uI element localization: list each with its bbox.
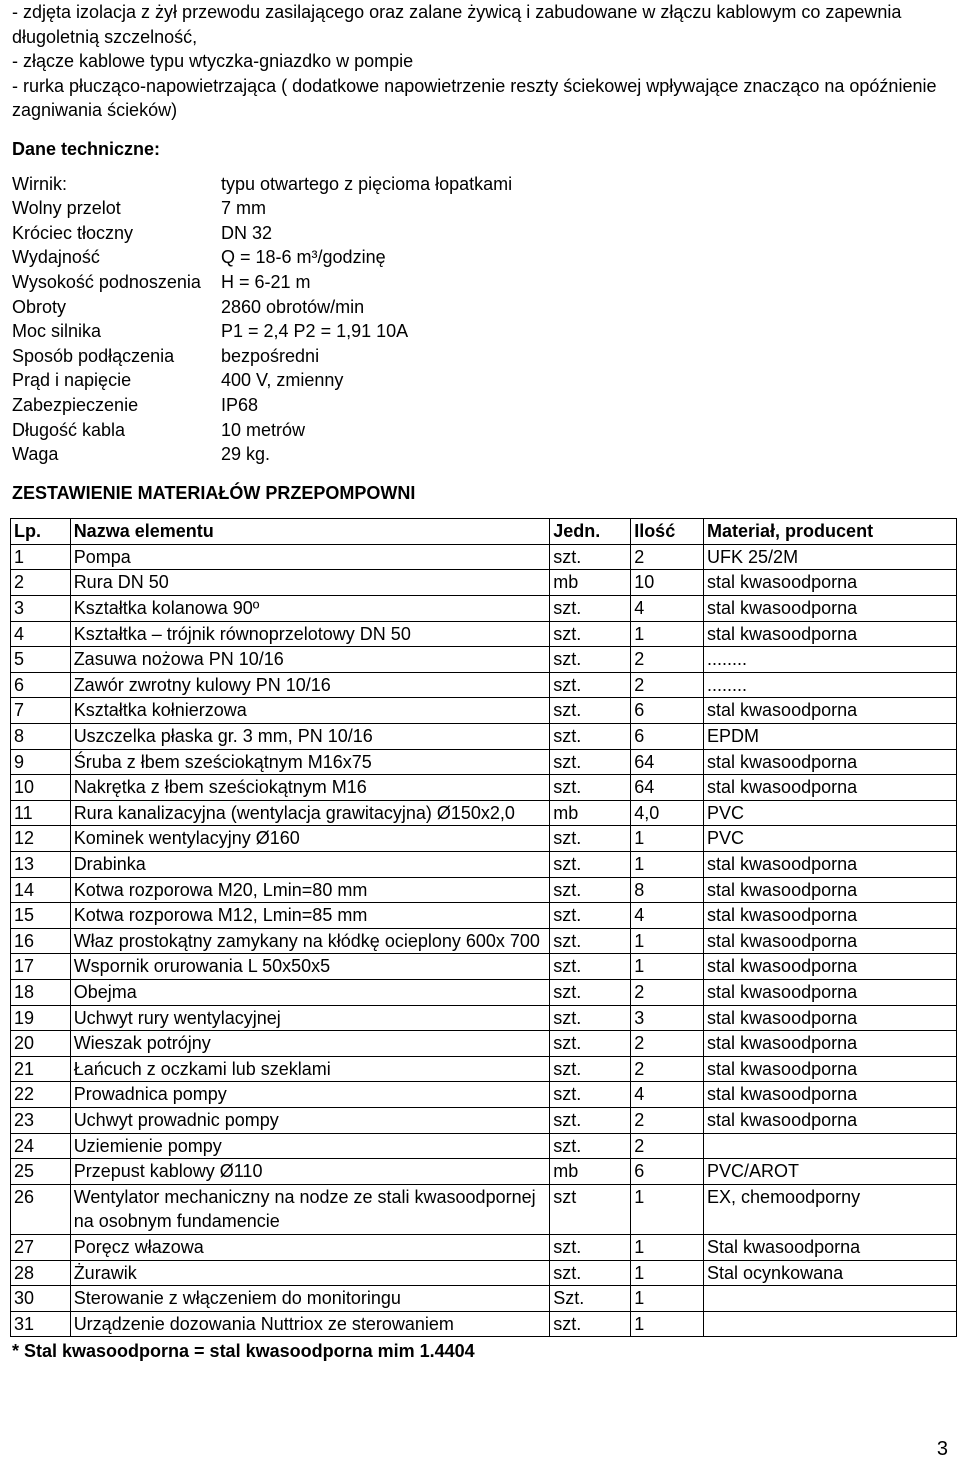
- cell-material: stal kwasoodporna: [704, 596, 957, 622]
- cell-qty: 2: [631, 672, 704, 698]
- cell-lp: 23: [11, 1107, 71, 1133]
- cell-name: Poręcz włazowa: [70, 1234, 550, 1260]
- header-name: Nazwa elementu: [70, 519, 550, 545]
- cell-unit: szt.: [550, 903, 631, 929]
- cell-material: stal kwasoodporna: [704, 877, 957, 903]
- spec-label: Wysokość podnoszenia: [12, 271, 201, 292]
- table-row: [11, 570, 957, 596]
- spec-value: Q = 18-6 m³/godzinę: [221, 247, 386, 268]
- cell-name: Prowadnica pompy: [70, 1082, 550, 1108]
- cell-qty: 2: [631, 979, 704, 1005]
- cell-name: Kształtka kołnierzowa: [70, 698, 550, 724]
- cell-unit: szt.: [550, 672, 631, 698]
- spec-label: Sposób podłączenia: [12, 345, 175, 366]
- cell-material: stal kwasoodporna: [704, 749, 957, 775]
- cell-qty: 6: [631, 698, 704, 724]
- cell-unit: szt.: [550, 596, 631, 622]
- spec-label: Moc silnika: [12, 321, 102, 342]
- cell-qty: 4: [631, 1082, 704, 1108]
- cell-name: Śruba z łbem sześciokątnym M16x75: [70, 749, 550, 775]
- cell-material: EPDM: [704, 724, 957, 750]
- cell-qty: 2: [631, 544, 704, 570]
- cell-lp: 22: [11, 1082, 71, 1108]
- cell-qty: 64: [631, 749, 704, 775]
- cell-qty: 1: [631, 1311, 704, 1337]
- cell-name: Uszczelka płaska gr. 3 mm, PN 10/16: [70, 724, 550, 750]
- cell-material: stal kwasoodporna: [704, 1005, 957, 1031]
- intro-line: - złącze kablowe typu wtyczka-gniazdko w pompie: [12, 51, 414, 72]
- cell-name: Właz prostokątny zamykany na kłódkę ocieplony 600x 700: [70, 928, 550, 954]
- cell-unit: mb: [550, 570, 631, 596]
- cell-unit: szt.: [550, 928, 631, 954]
- table-row: [11, 954, 957, 980]
- table-row: [11, 672, 957, 698]
- cell-qty: 1: [631, 954, 704, 980]
- table-row: [11, 1260, 957, 1286]
- cell-name: Zawór zwrotny kulowy PN 10/16: [70, 672, 550, 698]
- cell-name: Kominek wentylacyjny Ø160: [70, 826, 550, 852]
- cell-qty: 1: [631, 621, 704, 647]
- footnote: * Stal kwasoodporna = stal kwasoodporna mim 1.4404: [12, 1341, 475, 1362]
- cell-name: Obejma: [70, 979, 550, 1005]
- spec-label: Obroty: [12, 296, 67, 317]
- cell-qty: 1: [631, 928, 704, 954]
- table-row: [11, 1107, 957, 1133]
- spec-row: [12, 172, 942, 197]
- cell-name: Rura DN 50: [70, 570, 550, 596]
- cell-name: Łańcuch z oczkami lub szeklami: [70, 1056, 550, 1082]
- header-lp: Lp.: [11, 519, 71, 545]
- cell-unit: Szt.: [550, 1286, 631, 1312]
- table-row: [11, 1234, 957, 1260]
- cell-unit: szt.: [550, 698, 631, 724]
- cell-name: Urządzenie dozowania Nuttriox ze sterowaniem: [70, 1311, 550, 1337]
- table-row: [11, 903, 957, 929]
- intro-line: - rurka płucząco-napowietrzająca ( dodatkowe napowietrzenie reszty ściekowej wpływające znacząco na opóźnienie zagniwania ścieków): [12, 75, 937, 121]
- cell-name: Rura kanalizacyjna (wentylacja grawitacyjna) Ø150x2,0: [70, 800, 550, 826]
- cell-qty: 4,0: [631, 800, 704, 826]
- spec-row: [12, 442, 942, 467]
- header-unit: Jedn.: [550, 519, 631, 545]
- table-row: [11, 698, 957, 724]
- cell-unit: szt.: [550, 1082, 631, 1108]
- tech-data-heading: Dane techniczne:: [12, 138, 161, 159]
- spec-row: [12, 418, 942, 443]
- cell-lp: 15: [11, 903, 71, 929]
- cell-material: PVC/AROT: [704, 1159, 957, 1185]
- cell-material: PVC: [704, 800, 957, 826]
- cell-material: ........: [704, 672, 957, 698]
- spec-label: Króciec tłoczny: [12, 222, 134, 243]
- cell-qty: 3: [631, 1005, 704, 1031]
- cell-unit: szt.: [550, 749, 631, 775]
- cell-qty: 8: [631, 877, 704, 903]
- spec-value: bezpośredni: [221, 345, 320, 366]
- cell-lp: 14: [11, 877, 71, 903]
- cell-unit: szt.: [550, 1234, 631, 1260]
- cell-lp: 11: [11, 800, 71, 826]
- cell-qty: 6: [631, 1159, 704, 1185]
- cell-qty: 1: [631, 826, 704, 852]
- cell-lp: 7: [11, 698, 71, 724]
- cell-unit: szt: [550, 1184, 631, 1234]
- cell-material: Stal ocynkowana: [704, 1260, 957, 1286]
- cell-material: PVC: [704, 826, 957, 852]
- cell-unit: szt.: [550, 1031, 631, 1057]
- cell-unit: szt.: [550, 1107, 631, 1133]
- cell-qty: 6: [631, 724, 704, 750]
- cell-unit: szt.: [550, 775, 631, 801]
- header-material: Materiał, producent: [704, 519, 957, 545]
- cell-lp: 8: [11, 724, 71, 750]
- spec-value: IP68: [221, 394, 259, 415]
- spec-value: 10 metrów: [221, 419, 306, 440]
- cell-qty: 1: [631, 1184, 704, 1234]
- intro-list: [12, 0, 942, 123]
- table-row: [11, 1133, 957, 1159]
- table-row: [11, 800, 957, 826]
- table-row: [11, 544, 957, 570]
- table-body: [11, 544, 957, 1336]
- spec-label: Waga: [12, 444, 59, 465]
- table-row: [11, 621, 957, 647]
- cell-name: Zasuwa nożowa PN 10/16: [70, 647, 550, 673]
- spec-value: 2860 obrotów/min: [221, 296, 365, 317]
- spec-value: H = 6-21 m: [221, 271, 311, 292]
- table-row: [11, 1286, 957, 1312]
- spec-value: DN 32: [221, 222, 273, 243]
- spec-value: 29 kg.: [221, 444, 271, 465]
- cell-lp: 26: [11, 1184, 71, 1234]
- cell-name: Żurawik: [70, 1260, 550, 1286]
- cell-unit: szt.: [550, 1133, 631, 1159]
- header-qty: Ilość: [631, 519, 704, 545]
- table-row: [11, 877, 957, 903]
- spec-row: [12, 368, 942, 393]
- table-row: [11, 1056, 957, 1082]
- cell-name: Wentylator mechaniczny na nodze ze stali kwasoodpornej na osobnym fundamencie: [70, 1184, 550, 1234]
- cell-name: Drabinka: [70, 852, 550, 878]
- cell-name: Przepust kablowy Ø110: [70, 1159, 550, 1185]
- cell-lp: 5: [11, 647, 71, 673]
- spec-row: [12, 221, 942, 246]
- cell-qty: 1: [631, 1260, 704, 1286]
- cell-unit: szt.: [550, 954, 631, 980]
- cell-lp: 3: [11, 596, 71, 622]
- table-row: [11, 724, 957, 750]
- table-row: [11, 1082, 957, 1108]
- cell-lp: 9: [11, 749, 71, 775]
- cell-material: stal kwasoodporna: [704, 928, 957, 954]
- table-row: [11, 1184, 957, 1234]
- cell-unit: szt.: [550, 1005, 631, 1031]
- cell-lp: 21: [11, 1056, 71, 1082]
- cell-lp: 30: [11, 1286, 71, 1312]
- cell-lp: 20: [11, 1031, 71, 1057]
- materials-heading: ZESTAWIENIE MATERIAŁÓW PRZEPOMPOWNI: [12, 482, 416, 503]
- table-row: [11, 1005, 957, 1031]
- cell-material: stal kwasoodporna: [704, 1082, 957, 1108]
- cell-material: stal kwasoodporna: [704, 775, 957, 801]
- spec-label: Długość kabla: [12, 419, 126, 440]
- cell-qty: 2: [631, 1107, 704, 1133]
- table-row: [11, 1159, 957, 1185]
- spec-label: Zabezpieczenie: [12, 394, 139, 415]
- cell-unit: szt.: [550, 1260, 631, 1286]
- cell-lp: 4: [11, 621, 71, 647]
- cell-lp: 2: [11, 570, 71, 596]
- cell-lp: 19: [11, 1005, 71, 1031]
- cell-lp: 16: [11, 928, 71, 954]
- cell-material: stal kwasoodporna: [704, 954, 957, 980]
- intro-line: - zdjęta izolacja z żył przewodu zasilającego oraz zalane żywicą i zabudowane w złączu kablowym co zapewnia długoletnią szczelność,: [12, 2, 902, 47]
- cell-material: [704, 1133, 957, 1159]
- cell-material: stal kwasoodporna: [704, 1107, 957, 1133]
- table-row: [11, 647, 957, 673]
- cell-material: stal kwasoodporna: [704, 903, 957, 929]
- cell-qty: 2: [631, 1056, 704, 1082]
- cell-lp: 31: [11, 1311, 71, 1337]
- cell-qty: 2: [631, 1133, 704, 1159]
- table-row: [11, 1311, 957, 1337]
- cell-unit: szt.: [550, 544, 631, 570]
- table-row: [11, 928, 957, 954]
- cell-material: UFK 25/2M: [704, 544, 957, 570]
- cell-unit: szt.: [550, 852, 631, 878]
- cell-unit: szt.: [550, 647, 631, 673]
- cell-unit: mb: [550, 1159, 631, 1185]
- cell-lp: 18: [11, 979, 71, 1005]
- cell-name: Nakrętka z łbem sześciokątnym M16: [70, 775, 550, 801]
- cell-name: Kształtka kolanowa 90º: [70, 596, 550, 622]
- spec-row: [12, 319, 942, 344]
- cell-unit: szt.: [550, 826, 631, 852]
- cell-lp: 28: [11, 1260, 71, 1286]
- cell-lp: 13: [11, 852, 71, 878]
- spec-row: [12, 245, 942, 270]
- materials-table: [10, 518, 957, 1337]
- page-number: 3: [936, 1438, 948, 1461]
- document-page: [12, 0, 942, 1364]
- cell-material: Stal kwasoodporna: [704, 1234, 957, 1260]
- spec-row: [12, 344, 942, 369]
- table-row: [11, 749, 957, 775]
- cell-unit: mb: [550, 800, 631, 826]
- cell-material: stal kwasoodporna: [704, 570, 957, 596]
- table-row: [11, 775, 957, 801]
- cell-material: stal kwasoodporna: [704, 852, 957, 878]
- cell-qty: 10: [631, 570, 704, 596]
- table-row: [11, 979, 957, 1005]
- cell-material: stal kwasoodporna: [704, 1031, 957, 1057]
- table-row: [11, 826, 957, 852]
- cell-lp: 17: [11, 954, 71, 980]
- cell-lp: 25: [11, 1159, 71, 1185]
- tech-specs-list: [12, 172, 942, 467]
- spec-value: P1 = 2,4 P2 = 1,91 10A: [221, 321, 409, 342]
- cell-unit: szt.: [550, 621, 631, 647]
- cell-qty: 1: [631, 1286, 704, 1312]
- cell-material: stal kwasoodporna: [704, 979, 957, 1005]
- spec-label: Wirnik:: [12, 173, 67, 194]
- cell-lp: 24: [11, 1133, 71, 1159]
- cell-unit: szt.: [550, 877, 631, 903]
- spec-label: Wydajność: [12, 247, 100, 268]
- cell-lp: 6: [11, 672, 71, 698]
- cell-lp: 12: [11, 826, 71, 852]
- cell-lp: 27: [11, 1234, 71, 1260]
- cell-material: ........: [704, 647, 957, 673]
- spec-value: 7 mm: [221, 198, 266, 219]
- cell-name: Kotwa rozporowa M12, Lmin=85 mm: [70, 903, 550, 929]
- cell-unit: szt.: [550, 1311, 631, 1337]
- cell-material: stal kwasoodporna: [704, 1056, 957, 1082]
- cell-name: Uchwyt prowadnic pompy: [70, 1107, 550, 1133]
- cell-material: [704, 1286, 957, 1312]
- cell-unit: szt.: [550, 724, 631, 750]
- cell-material: stal kwasoodporna: [704, 698, 957, 724]
- table-row: [11, 1031, 957, 1057]
- cell-lp: 1: [11, 544, 71, 570]
- spec-row: [12, 196, 942, 221]
- table-row: [11, 596, 957, 622]
- cell-unit: szt.: [550, 1056, 631, 1082]
- cell-qty: 4: [631, 903, 704, 929]
- cell-name: Sterowanie z włączeniem do monitoringu: [70, 1286, 550, 1312]
- cell-name: Kształtka – trójnik równoprzelotowy DN 50: [70, 621, 550, 647]
- cell-name: Uchwyt rury wentylacyjnej: [70, 1005, 550, 1031]
- table-header-row: [11, 519, 957, 545]
- cell-name: Uziemienie pompy: [70, 1133, 550, 1159]
- spec-value: 400 V, zmienny: [221, 370, 344, 391]
- cell-material: [704, 1311, 957, 1337]
- spec-row: [12, 295, 942, 320]
- spec-row: [12, 270, 942, 295]
- cell-name: Kotwa rozporowa M20, Lmin=80 mm: [70, 877, 550, 903]
- table-row: [11, 852, 957, 878]
- cell-name: Wieszak potrójny: [70, 1031, 550, 1057]
- spec-row: [12, 393, 942, 418]
- cell-qty: 64: [631, 775, 704, 801]
- cell-qty: 1: [631, 852, 704, 878]
- cell-material: EX, chemoodporny: [704, 1184, 957, 1234]
- cell-qty: 2: [631, 647, 704, 673]
- cell-qty: 1: [631, 1234, 704, 1260]
- spec-label: Wolny przelot: [12, 198, 121, 219]
- cell-name: Wspornik orurowania L 50x50x5: [70, 954, 550, 980]
- cell-unit: szt.: [550, 979, 631, 1005]
- spec-label: Prąd i napięcie: [12, 370, 132, 391]
- cell-qty: 4: [631, 596, 704, 622]
- cell-name: Pompa: [70, 544, 550, 570]
- spec-value: typu otwartego z pięcioma łopatkami: [221, 173, 513, 194]
- cell-qty: 2: [631, 1031, 704, 1057]
- cell-material: stal kwasoodporna: [704, 621, 957, 647]
- cell-lp: 10: [11, 775, 71, 801]
